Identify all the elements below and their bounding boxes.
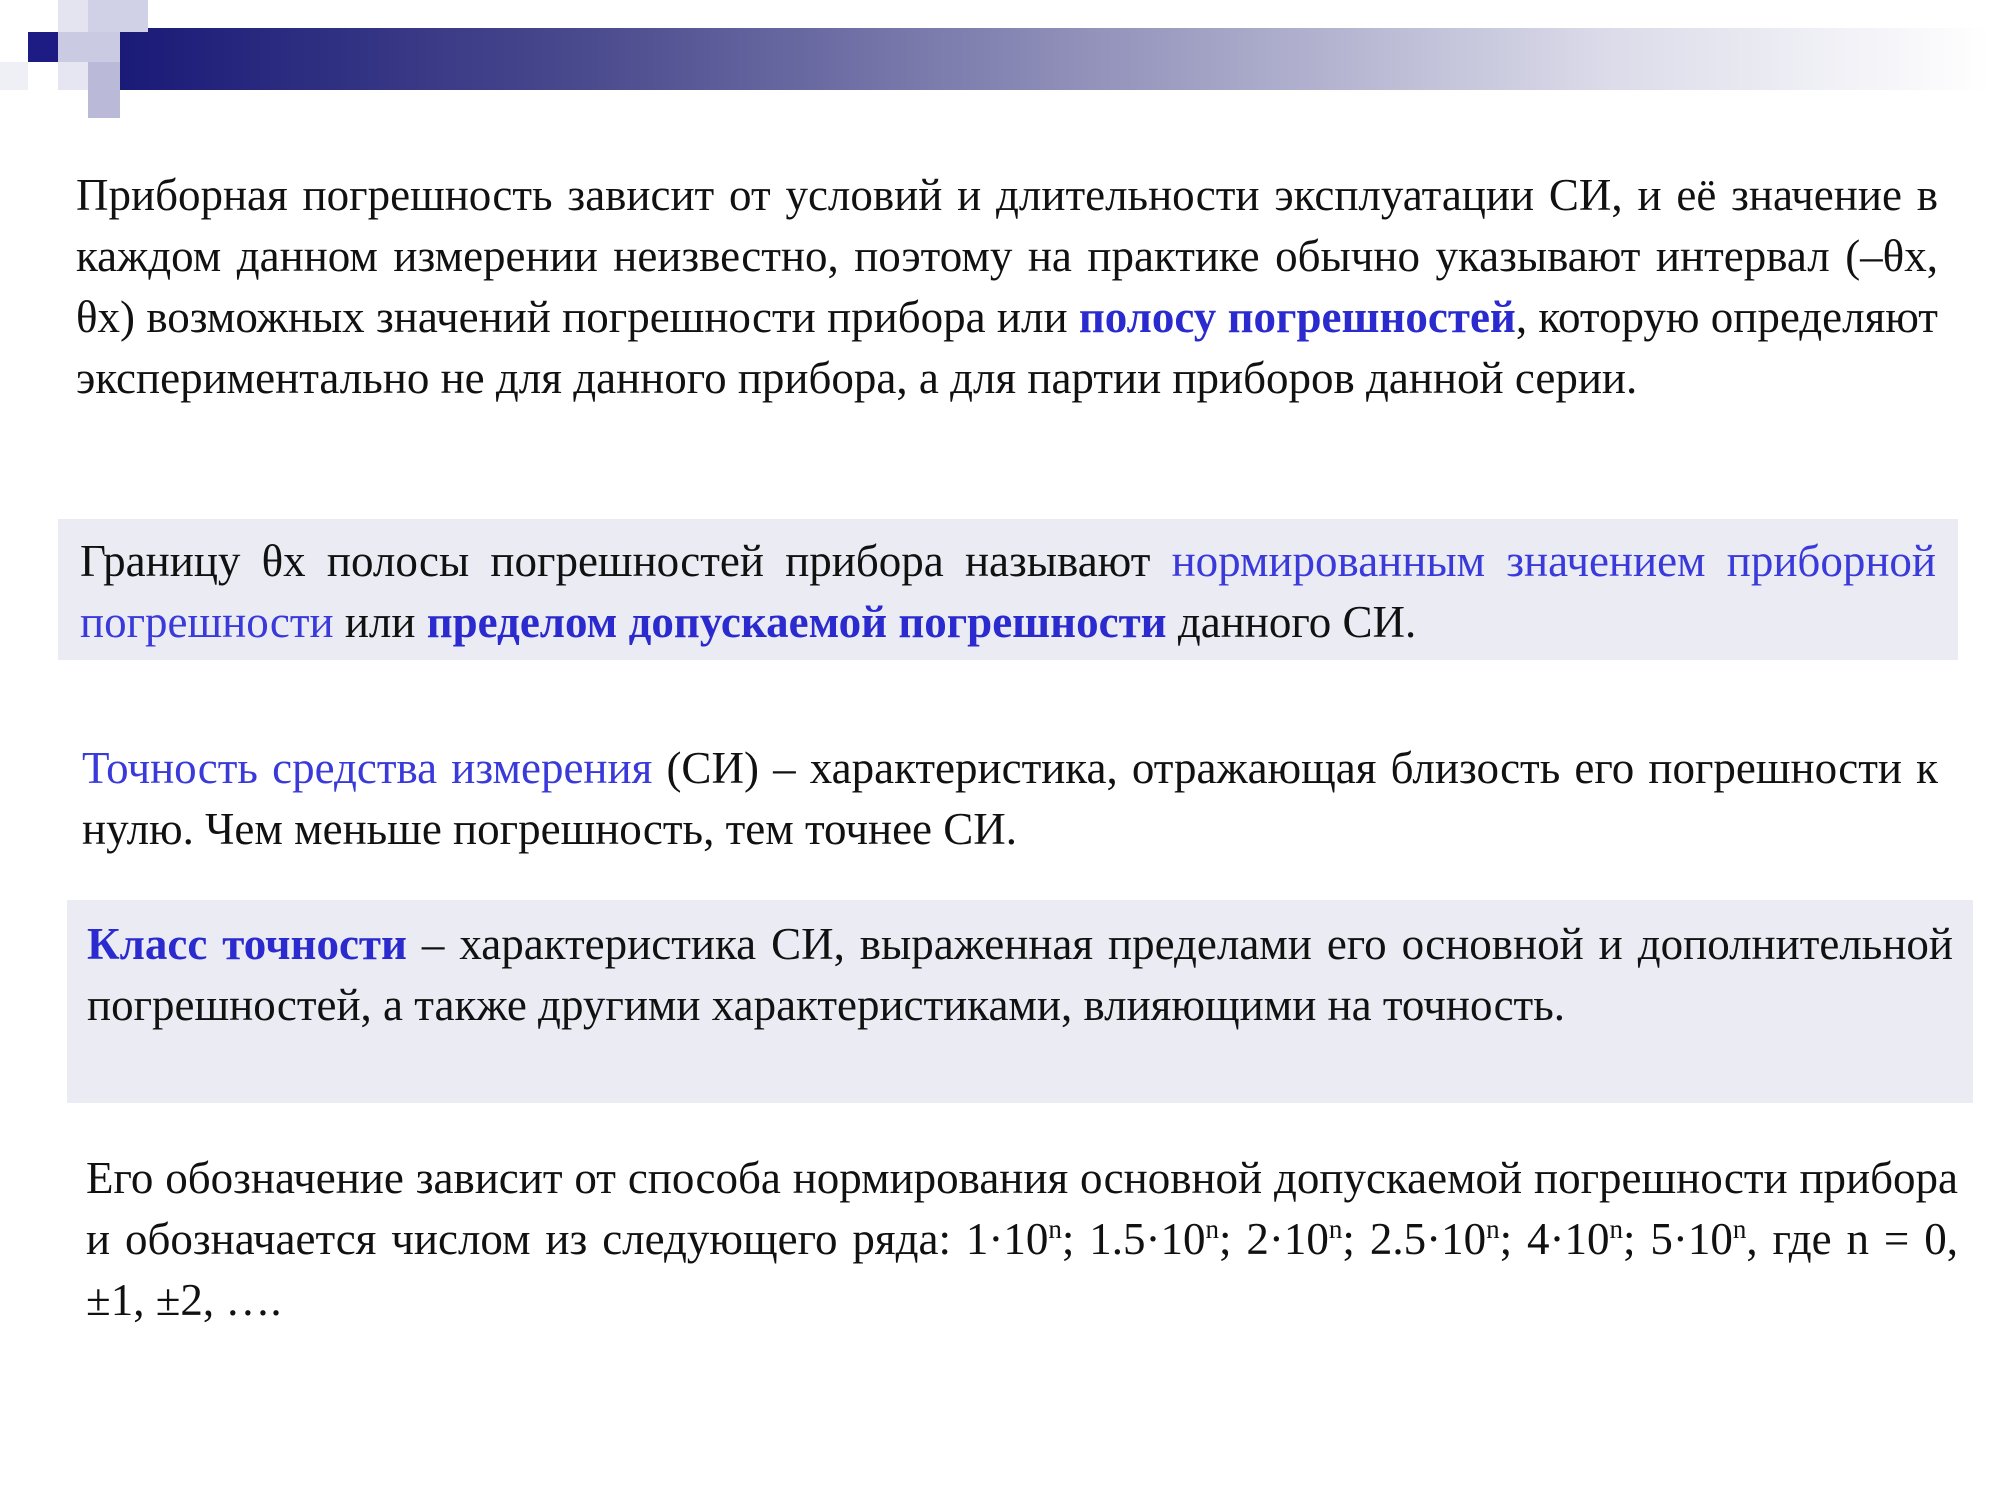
series-separator: ;: [1219, 1214, 1247, 1264]
highlight-box-accuracy-class: [67, 900, 1973, 1103]
decor-square: [58, 32, 120, 62]
decor-square: [0, 62, 28, 90]
series-item: [1527, 1214, 1650, 1264]
paragraph-instrument-error: [76, 165, 1938, 409]
number-series: [966, 1214, 1773, 1264]
term-accuracy-class: Класс точности: [87, 919, 407, 969]
text-span: данного СИ.: [1166, 597, 1417, 647]
text-span: Границу θх полосы погрешностей прибора называют: [80, 536, 1172, 586]
series-exponent: n: [1609, 1214, 1623, 1244]
series-base: 5·10: [1650, 1214, 1733, 1264]
text-span: , которую определяют экспериментально не для данного прибора, а для партии приборов данной серии.: [76, 292, 1938, 403]
series-exponent: n: [1486, 1214, 1500, 1244]
series-exponent: n: [1048, 1214, 1062, 1244]
series-item: [1650, 1214, 1772, 1264]
decor-square: [88, 0, 148, 32]
paragraph-class-designation: [86, 1148, 1958, 1331]
series-exponent: n: [1205, 1214, 1220, 1244]
series-exponent: n: [1732, 1214, 1747, 1244]
paragraph-text: [82, 738, 1938, 860]
text-span: или: [333, 597, 427, 647]
series-item: [966, 1214, 1089, 1264]
series-base: 1.5·10: [1089, 1214, 1206, 1264]
decor-square: [88, 62, 120, 118]
series-base: 4·10: [1526, 1214, 1610, 1264]
text-span: Приборная погрешность зависит от условий и длительности эксплуатации СИ, и её значение в каждом данном измерении неизвестно, поэтому на практике обычно указывают интервал (–θх, θх) возможных значений погрешности прибора или: [76, 170, 1938, 342]
series-item: [1089, 1214, 1246, 1264]
series-item: [1370, 1214, 1527, 1264]
term-permissible-error-limit: пределом допускаемой погрешности: [426, 597, 1167, 647]
series-base: 2·10: [1246, 1214, 1329, 1264]
series-separator: ;: [1342, 1214, 1370, 1264]
header-gradient-bar: [120, 28, 1990, 90]
text-span: – характеристика СИ, выраженная пределами его основной и дополнительной погрешностей, а также другими характеристиками, влияющими на точность.: [87, 919, 1953, 1030]
text-span: Его обозначение зависит от способа нормирования основной допускаемой погрешности прибора и обозначается числом из следующего ряда:: [86, 1153, 1958, 1264]
series-separator: ;: [1499, 1214, 1527, 1264]
decor-square: [58, 0, 88, 32]
decor-square: [28, 32, 58, 62]
series-item: [1246, 1214, 1369, 1264]
series-separator: ;: [1622, 1214, 1651, 1264]
decor-square: [58, 62, 88, 90]
text-span: где n = 0, ±1, ±2, ….: [86, 1214, 1958, 1325]
paragraph-text: [86, 1148, 1958, 1331]
paragraph-text: [76, 165, 1938, 409]
term-measurement-accuracy: Точность средства измерения: [82, 743, 653, 793]
series-exponent: n: [1328, 1214, 1343, 1244]
series-separator: ;: [1061, 1214, 1090, 1264]
term-error-band: полосу погрешностей: [1078, 292, 1516, 342]
text-span: (СИ) – характеристика, отражающая близость его погрешности к нулю. Чем меньше погрешность, тем точнее СИ.: [82, 743, 1938, 854]
series-separator: ,: [1746, 1214, 1773, 1264]
highlight-box-error-limit: [58, 519, 1958, 660]
paragraph-text: [87, 914, 1953, 1036]
series-base: 2.5·10: [1369, 1214, 1487, 1264]
series-base: 1·10: [965, 1214, 1049, 1264]
term-normalized-value: нормированным значением приборной погрешности: [80, 536, 1936, 647]
paragraph-text: [80, 531, 1936, 653]
paragraph-accuracy-definition: [82, 738, 1938, 860]
